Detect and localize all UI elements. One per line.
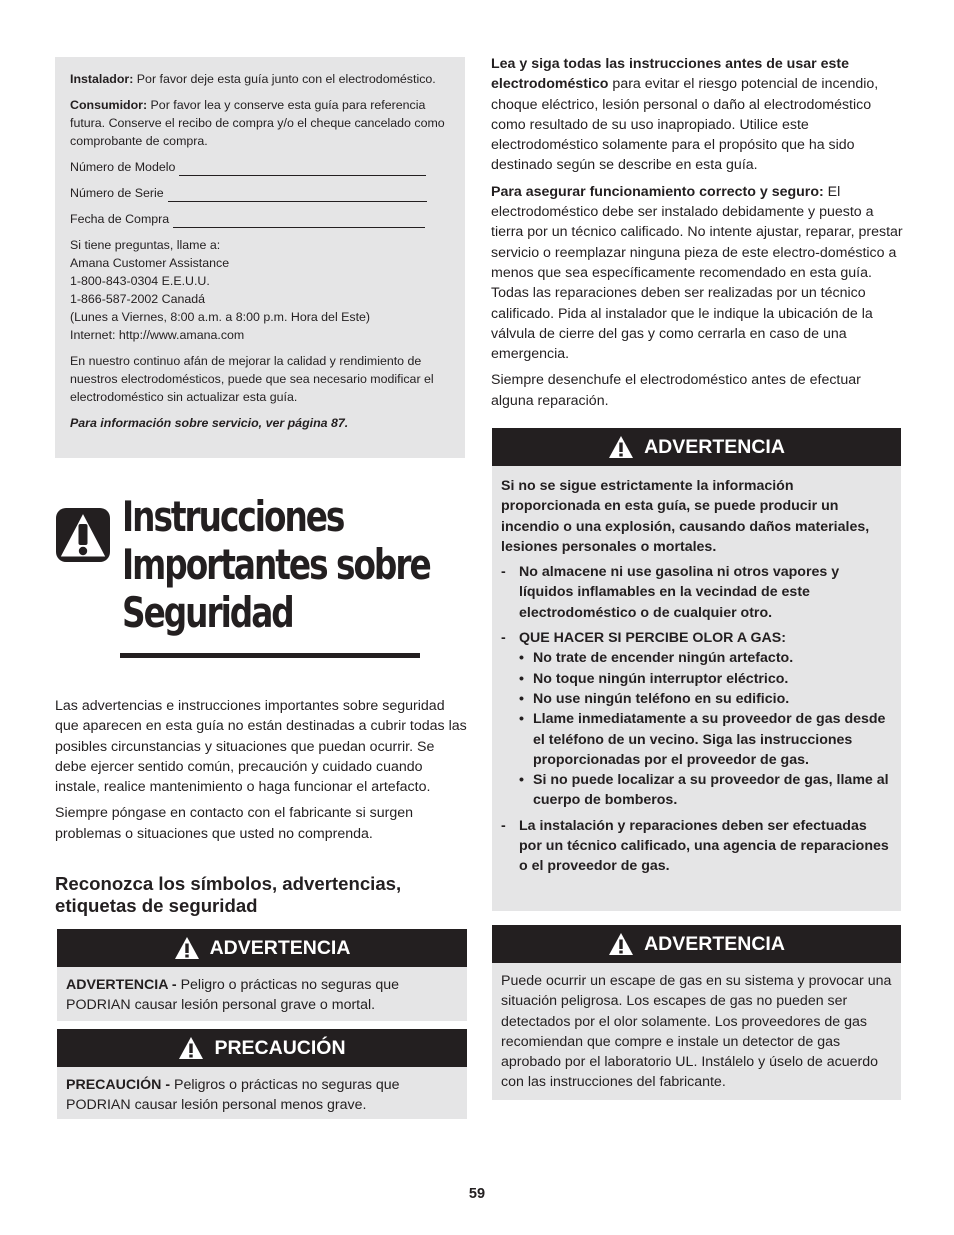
- warning-list-item: [501, 628, 892, 648]
- purchase-date-line: [173, 214, 425, 228]
- consumer-note: [70, 96, 450, 150]
- bullet-item: [519, 669, 892, 689]
- purchase-date-field: [70, 210, 450, 228]
- right-paragraph: [491, 54, 903, 176]
- right-paragraph-bold: Lea y siga todas las instrucciones antes de usar este electrodoméstico: [491, 56, 849, 93]
- warning-triangle-icon: [608, 932, 634, 956]
- contact-line: 1-866-587-2002 Canadá: [70, 292, 206, 306]
- title-line: Instrucciones: [122, 492, 344, 541]
- warning-text: Peligro o prácticas no seguras que PODRIAN causar lesión personal grave o mortal.: [66, 977, 400, 1014]
- right-paragraph: Siempre desenchufe el electrodoméstico antes de efectuar alguna reparación.: [491, 372, 861, 409]
- warning-list-item: [501, 562, 892, 623]
- warning-header-label: ADVERTENCIA: [209, 936, 351, 959]
- contact-line: 1-800-843-0304 E.E.U.U.: [70, 274, 210, 288]
- warning-triangle-icon: [174, 936, 200, 960]
- title-underline: [120, 653, 420, 658]
- bullet-marker: •: [519, 711, 524, 728]
- bullet-text: No toque ningún interruptor eléctrico.: [533, 670, 789, 687]
- warning-body: [57, 967, 467, 1016]
- right-paragraph-text: para evitar el riesgo potencial de incendio, choque eléctrico, lesión personal o daño al electrodoméstico como resultado de su uso inapropiado. Utilice este electrodoméstico solamente para el propósito que ha sido destinado según se describe en esta guía.: [491, 76, 879, 174]
- warning-triangle-icon: [608, 435, 634, 459]
- contact-line: (Lunes a Viernes, 8:00 a.m. a 8:00 p.m. Hora del Este): [70, 310, 371, 324]
- caution-text: Peligros o prácticas no seguras que PODRIAN causar lesión personal menos grave.: [66, 1077, 400, 1114]
- right-paragraph: [491, 182, 903, 365]
- contact-line: Internet: http://www.amana.com: [70, 328, 245, 342]
- bullet-marker: •: [519, 772, 524, 789]
- bullet-marker: •: [519, 670, 524, 687]
- exclamation-badge-icon: [55, 507, 111, 563]
- improvement-note: En nuestro continuo afán de mejorar la calidad y rendimiento de nuestros electrodomésticos, puede que sea necesario modificar el electrodoméstico sin actualizar esta guía.: [70, 354, 434, 404]
- warning-header: [492, 925, 901, 963]
- model-number-line: [179, 162, 426, 176]
- intro-text: [55, 696, 467, 850]
- warning-list-item: [501, 816, 892, 877]
- dash-marker: -: [501, 564, 506, 581]
- page-title: [122, 493, 430, 637]
- warning-lead: Si no se sigue estrictamente la información proporcionada en esta guía, se puede producir un incendio o una explosión, causando daños materiales, lesiones personales o mortales.: [501, 478, 870, 555]
- warning-triangle-icon: [178, 1036, 204, 1060]
- contact-line: Si tiene preguntas, llame a:: [70, 238, 221, 252]
- title-line: Importantes sobre: [122, 540, 430, 589]
- model-number-label: Número de Modelo: [70, 160, 176, 174]
- warning-body: Puede ocurrir un escape de gas en su sistema y provocar una situación peligrosa. Los escapes de gas no pueden ser detectados por el olor solamente. Los proveedores de gas recomiendan que compre e instale un detector de gas aprobado por el laboratorio UL. Instálelo y úselo de acuerdo con las instrucciones del fabricante.: [501, 973, 892, 1091]
- symbols-heading: Reconozca los símbolos, advertencias, etiquetas de seguridad: [55, 873, 402, 916]
- warning-list-text: La instalación y reparaciones deben ser efectuadas por un técnico calificado, una agencia de reparaciones o el proveedor de gas.: [519, 817, 889, 875]
- warning-header: [492, 428, 901, 466]
- left-caution-box: [57, 1029, 467, 1119]
- bullet-text: Llame inmediatamente a su proveedor de gas desde el teléfono de un vecino. Siga las instrucciones proporcionadas por el proveedor de gas.: [533, 711, 886, 768]
- bullet-text: No trate de encender ningún artefacto.: [533, 650, 794, 667]
- contact-line: Amana Customer Assistance: [70, 256, 230, 270]
- warning-lead: ADVERTENCIA -: [66, 977, 177, 993]
- gas-smell-bullets: [501, 648, 892, 810]
- left-warning-box: [57, 929, 467, 1021]
- warning-list-text: No almacene ni use gasolina ni otros vapores y líquidos inflamables en la vecindad de este electrodoméstico o de cualquier otro.: [519, 564, 840, 621]
- intro-paragraph: Las advertencias e instrucciones importantes sobre seguridad que aparecen en esta guía no están destinadas a cubrir todas las posibles circunstancias y situaciones que puedan ocurrir. Se debe ejercer sentido común, precaución y cuidado cuando instale, realice mantenimiento o haga funcionar el artefacto.: [55, 698, 467, 796]
- intro-paragraph: Siempre póngase en contacto con el fabricante si surgen problemas o situaciones que usted no comprenda.: [55, 805, 414, 842]
- bullet-item: [519, 689, 892, 709]
- bullet-text: Si no puede localizar a su proveedor de gas, llame al cuerpo de bomberos.: [533, 772, 889, 809]
- installer-note: [70, 70, 450, 88]
- right-paragraph-bold: Para asegurar funcionamiento correcto y seguro:: [491, 183, 824, 200]
- bullet-text: No use ningún teléfono en su edificio.: [533, 690, 790, 707]
- bullet-marker: •: [519, 650, 524, 667]
- installer-text: Por favor deje esta guía junto con el electrodoméstico.: [136, 72, 436, 86]
- bullet-item: [519, 709, 892, 770]
- gas-detector-warning-box: [492, 925, 901, 1100]
- caution-header-label: PRECAUCIÓN: [214, 1036, 346, 1059]
- warning-header-label: ADVERTENCIA: [644, 435, 785, 458]
- dash-marker: -: [501, 817, 506, 834]
- warning-list-text: QUE HACER SI PERCIBE OLOR A GAS:: [519, 630, 786, 647]
- model-number-field: [70, 158, 450, 176]
- right-intro-text: [491, 54, 903, 417]
- consumer-text: Por favor lea y conserve esta guía para referencia futura. Conserve el recibo de compra y/o el cheque cancelado como comprobante de compra.: [70, 98, 445, 148]
- serial-number-line: [168, 188, 427, 202]
- dash-marker: -: [501, 630, 506, 647]
- warning-header-label: ADVERTENCIA: [644, 932, 785, 955]
- serial-number-field: [70, 184, 450, 202]
- serial-number-label: Número de Serie: [70, 186, 164, 200]
- installer-label: Instalador:: [70, 72, 134, 86]
- consumer-label: Consumidor:: [70, 98, 148, 112]
- caution-body: [57, 1067, 467, 1116]
- bullet-item: [519, 648, 892, 668]
- warning-body: [492, 466, 901, 877]
- bullet-item: [519, 770, 892, 811]
- info-box: [55, 57, 465, 458]
- right-paragraph-text: El electrodoméstico debe ser instalado debidamente y puesto a tierra por un técnico calificado. No intente ajustar, reparar, prestar servicio o reemplazar ninguna pieza de este electro-doméstico a menos que sea específicamente recomendado en esta guía. Todas las reparaciones deben ser realizadas por un técnico calificado. Pida al instalador que le indique la ubicación de la válvula de cierre del gas y como cerrarla en caso de una emergencia.: [491, 183, 903, 363]
- caution-header: [57, 1029, 467, 1067]
- purchase-date-label: Fecha de Compra: [70, 212, 170, 226]
- page-number: 59: [468, 1186, 486, 1202]
- title-line: Seguridad: [122, 588, 293, 637]
- warning-header: [57, 929, 467, 967]
- caution-lead: PRECAUCIÓN -: [66, 1077, 171, 1093]
- service-note: Para información sobre servicio, ver página 87.: [70, 416, 349, 430]
- bullet-marker: •: [519, 690, 524, 707]
- gas-warning-box: [492, 428, 901, 911]
- contact-info: [70, 236, 450, 344]
